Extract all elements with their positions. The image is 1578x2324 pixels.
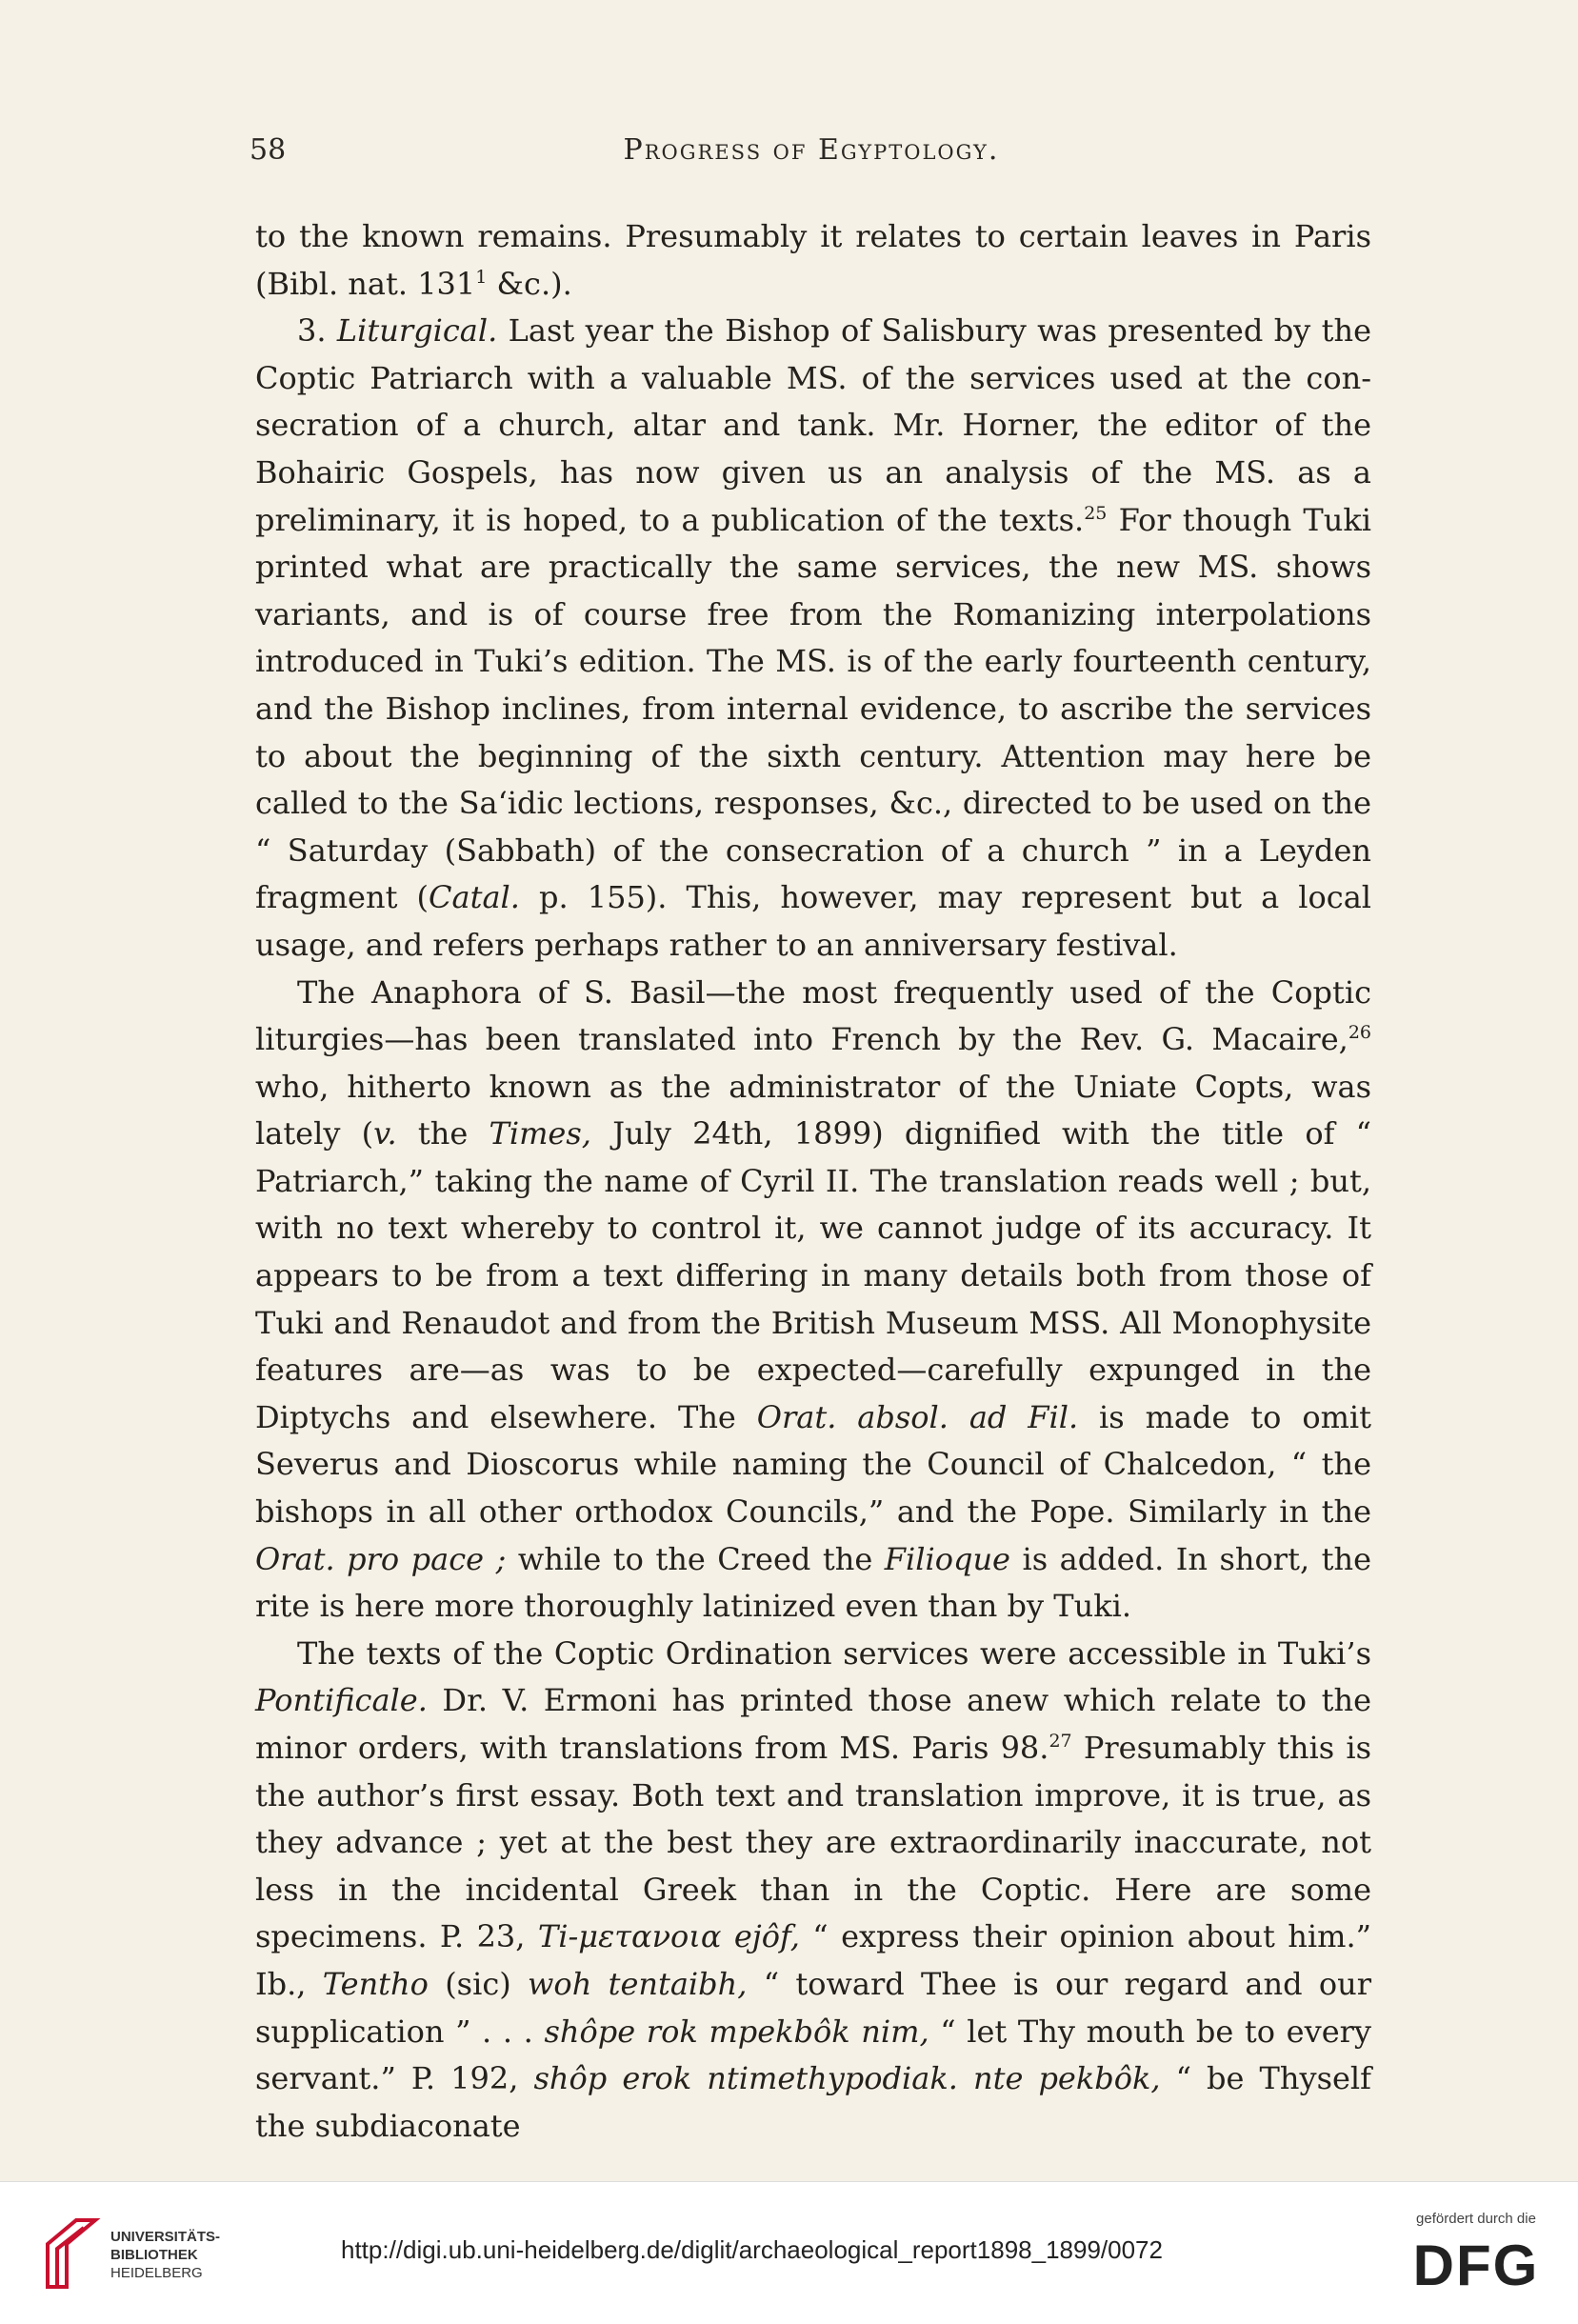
paragraph bbox=[255, 1631, 1371, 2151]
footnote-ref: 1 bbox=[475, 266, 488, 288]
text-run: Presumably this is the author’s first essay. Both text and translation improve, it is true, as they advance ; yet at the best they are extraordinarily inaccurate, not less in the incidental Greek than in the Coptic. Here are some specimens. P. 23, bbox=[255, 1730, 1372, 1955]
text-run: 3. bbox=[297, 312, 337, 350]
page-header bbox=[250, 133, 1373, 181]
text-run: “ let Thy mouth be to every servant.” P. 192, bbox=[255, 2013, 1371, 2097]
dfg-logo[interactable] bbox=[1409, 2211, 1543, 2306]
text-run: (sic) bbox=[428, 1965, 529, 2002]
text-run: p. 155). This, however, may represent but a local usage, and refers perhaps rather to an anniversary festival. bbox=[255, 879, 1372, 963]
italic-run: Filioque bbox=[884, 1540, 1010, 1577]
funded-by-label: gefördert durch die bbox=[1416, 2211, 1536, 2227]
body-text bbox=[255, 213, 1371, 2150]
italic-run: Times, bbox=[489, 1115, 591, 1152]
library-name-line2: BIBLIOTHEK bbox=[110, 2247, 198, 2263]
paragraph bbox=[255, 970, 1371, 1631]
text-run: “ be Thyself the subdiaconate bbox=[255, 2060, 1371, 2144]
text-run: “ express their opinion about him.” Ib., bbox=[255, 1918, 1372, 2002]
dfg-wordmark: DFG bbox=[1412, 2234, 1540, 2297]
library-logo[interactable] bbox=[38, 2211, 221, 2296]
text-run: while to the Creed the bbox=[506, 1540, 885, 1577]
footnote-ref: 27 bbox=[1049, 1731, 1072, 1752]
library-name-line3: HEIDELBERG bbox=[110, 2265, 203, 2281]
footnote-ref: 26 bbox=[1348, 1022, 1371, 1044]
text-run: is added. In short, the rite is here more thoroughly latinized even than by Tuki. bbox=[255, 1540, 1372, 1625]
running-head: Progress of Egyptology. bbox=[623, 133, 1000, 167]
text-run: The Anaphora of S. Basil—the most frequently used of the Coptic liturgies—has been translated into French by the Rev. G. Macaire, bbox=[255, 973, 1371, 1058]
permalink-url[interactable]: http://digi.ub.uni-heidelberg.de/diglit/archaeological_report1898_1899/0072 bbox=[341, 2235, 1163, 2264]
italic-run: Catal. bbox=[429, 879, 520, 916]
italic-run: Tentho bbox=[322, 1965, 429, 2002]
text-run: is made to omit Severus and Dioscorus while naming the Council of Chalcedon, “ the bishops in all other orthodox Councils,” and the Pope. Similarly in the bbox=[255, 1398, 1372, 1531]
text-run: who, hitherto known as the administrator of the Uniate Copts, was lately ( bbox=[255, 1068, 1371, 1152]
page-number: 58 bbox=[250, 133, 287, 167]
italic-run: Orat. absol. ad Fil. bbox=[756, 1398, 1079, 1435]
text-run: “ toward Thee is our regard and our supplication ” . . . bbox=[255, 1965, 1372, 2050]
paragraph bbox=[255, 213, 1371, 308]
library-name-line1: UNIVERSITÄTS- bbox=[110, 2229, 221, 2245]
text-run: the bbox=[396, 1115, 489, 1152]
italic-run: v. bbox=[373, 1115, 397, 1152]
library-emblem-icon bbox=[38, 2211, 105, 2296]
italic-run: Ti-μετανοια ejôf, bbox=[537, 1918, 800, 1955]
footnote-ref: 25 bbox=[1084, 502, 1108, 524]
paragraph bbox=[255, 308, 1371, 969]
text-run: Last year the Bishop of Salisbury was presented by the Coptic Patriarch with a valuable MS. of the services used at the consecration of a church, altar and tank. Mr. Horner, the editor of the Bohairic Gospels, has now given us an analysis of the MS. as a preliminary, it is hoped, to a publication of the texts. bbox=[255, 312, 1372, 538]
text-run: For though Tuki printed what are practically the same services, the new MS. shows variants, and is of course free from the Romanizing interpolations introduced in Tuki’s edition. The MS. is of the early fourteenth century, and the Bishop inclines, from internal evidence, to ascribe the services to about the beginning of the sixth century. Attention may here be called to the Sa‘idic lections, responses, &c., directed to be used on the “ Saturday (Sabbath) of the consecration of a church ” in a Leyden fragment ( bbox=[255, 501, 1372, 916]
text-run: Dr. V. Ermoni has printed those anew which relate to the minor orders, with translations from MS. Paris 98. bbox=[255, 1682, 1371, 1766]
italic-run: Orat. pro pace ; bbox=[255, 1540, 507, 1577]
text-run: to the known remains. Presumably it relates to certain leaves in Paris (Bibl. nat. 131 bbox=[255, 218, 1371, 302]
text-run: July 24th, 1899) dignified with the title of “ Patriarch,” taking the name of Cyril II. The translation reads well ; but, with no text whereby to control it, we cannot judge of its accuracy. It appears to be from a text differing in many details both from those of Tuki and Renaudot and from the British Museum MSS. All Monophysite features are—as was to be expected—carefully expunged in the Diptychs and elsewhere. The bbox=[255, 1115, 1372, 1435]
italic-run: Pontificale. bbox=[255, 1682, 428, 1719]
text-run: The texts of the Coptic Ordination services were accessible in Tuki’s bbox=[297, 1634, 1371, 1672]
footer-bar bbox=[0, 2181, 1578, 2324]
italic-run: woh tentaibh, bbox=[528, 1965, 748, 2002]
text-run: &c.). bbox=[487, 265, 572, 302]
italic-run: shôp erok ntimethypodiak. nte pekbôk, bbox=[533, 2060, 1161, 2097]
italic-run: shôpe rok mpekbôk nim, bbox=[544, 2013, 929, 2050]
section-title: Liturgical. bbox=[336, 312, 498, 350]
